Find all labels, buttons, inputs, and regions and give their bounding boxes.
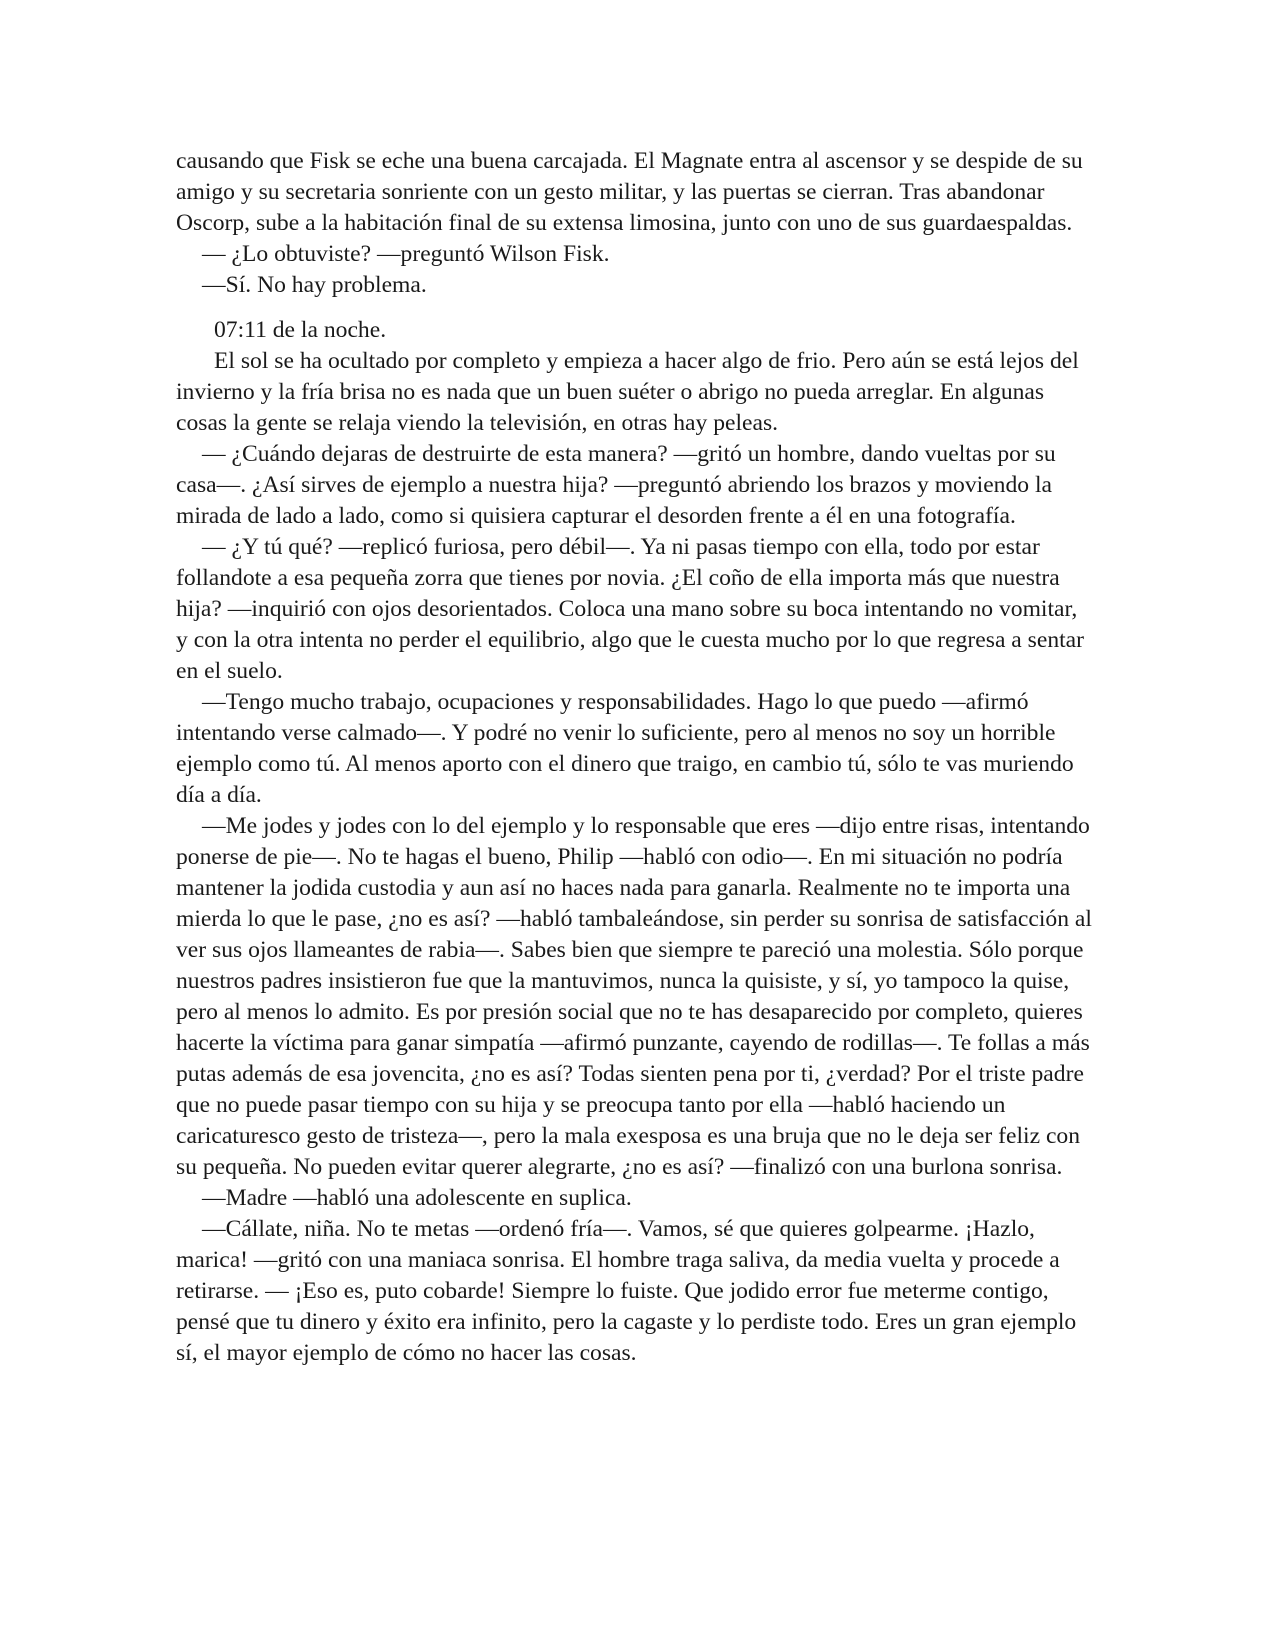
paragraph: El sol se ha ocultado por completo y empieza a hacer algo de frio. Pero aún se está lejos del invierno y la fría brisa no es nada que un buen suéter o abrigo no pueda arreglar. En algunas cosas la gente se relaja viendo la televisión, en otras hay peleas.: [176, 348, 1079, 436]
paragraph: causando que Fisk se eche una buena carcajada. El Magnate entra al ascensor y se despide de su amigo y su secretaria sonriente con un gesto militar, y las puertas se cierran. Tras abandonar Oscorp, sube a la habitación final de su extensa limosina, junto con uno de sus guardaespaldas.: [176, 148, 1083, 236]
paragraph: — ¿Y tú qué? —replicó furiosa, pero débil—. Ya ni pasas tiempo con ella, todo por estar follandote a esa pequeña zorra que tienes por novia. ¿El coño de ella importa más que nuestra hija? —inquirió con ojos desorientados. Coloca una mano sobre su boca intentando no vomitar, y con la otra intenta no perder el equilibrio, algo que le cuesta mucho por lo que regresa a sentar en el suelo.: [176, 534, 1085, 684]
paragraph: — ¿Lo obtuviste? —preguntó Wilson Fisk.: [202, 241, 610, 267]
section-time-heading: 07:11 de la noche.: [214, 317, 387, 343]
paragraph: —Sí. No hay problema.: [202, 272, 427, 298]
paragraph: — ¿Cuándo dejaras de destruirte de esta manera? —gritó un hombre, dando vueltas por su casa—. ¿Así sirves de ejemplo a nuestra hija? —preguntó abriendo los brazos y moviendo la mirada de lado a lado, como si quisiera capturar el desorden frente a él en una fotografía.: [176, 441, 1056, 529]
paragraph: —Tengo mucho trabajo, ocupaciones y responsabilidades. Hago lo que puedo —afirmó intentando verse calmado—. Y podré no venir lo suficiente, pero al menos no soy un horrible ejemplo como tú. Al menos aporto con el dinero que traigo, en cambio tú, sólo te vas muriendo día a día.: [176, 689, 1074, 808]
paragraph: —Me jodes y jodes con lo del ejemplo y lo responsable que eres —dijo entre risas, intentando ponerse de pie—. No te hagas el bueno, Philip —habló con odio—. En mi situación no podría mantener la jodida custodia y aun así no haces nada para ganarla. Realmente no te importa una mierda lo que le pase, ¿no es así? —habló tambaleándose, sin perder su sonrisa de satisfacción al ver sus ojos llameantes de rabia—. Sabes bien que siempre te pareció una molestia. Sólo porque nuestros padres insistieron fue que la mantuvimos, nunca la quisiste, y sí, yo tampoco la quise, pero al menos lo admito. Es por presión social que no te has desaparecido por completo, quieres hacerte la víctima para ganar simpatía —afirmó punzante, cayendo de rodillas—. Te follas a más putas además de esa jovencita, ¿no es así? Todas sienten pena por ti, ¿verdad? Por el triste padre que no puede pasar tiempo con su hija y se preocupa tanto por ella —habló haciendo un caricaturesco gesto de tristeza—, pero la mala exesposa es una bruja que no le deja ser feliz con su pequeña. No pueden evitar querer alegrarte, ¿no es así? —finalizó con una burlona sonrisa.: [176, 813, 1092, 1180]
paragraph: —Cállate, niña. No te metas —ordenó fría—. Vamos, sé que quieres golpearme. ¡Hazlo, marica! —gritó con una maniaca sonrisa. El hombre traga saliva, da media vuelta y procede a retirarse. — ¡Eso es, puto cobarde! Siempre lo fuiste. Que jodido error fue meterme contigo, pensé que tu dinero y éxito era infinito, pero la cagaste y lo perdiste todo. Eres un gran ejemplo sí, el mayor ejemplo de cómo no hacer las cosas.: [176, 1216, 1077, 1366]
paragraph: —Madre —habló una adolescente en suplica.: [202, 1185, 632, 1211]
body-text: [176, 146, 1094, 1369]
